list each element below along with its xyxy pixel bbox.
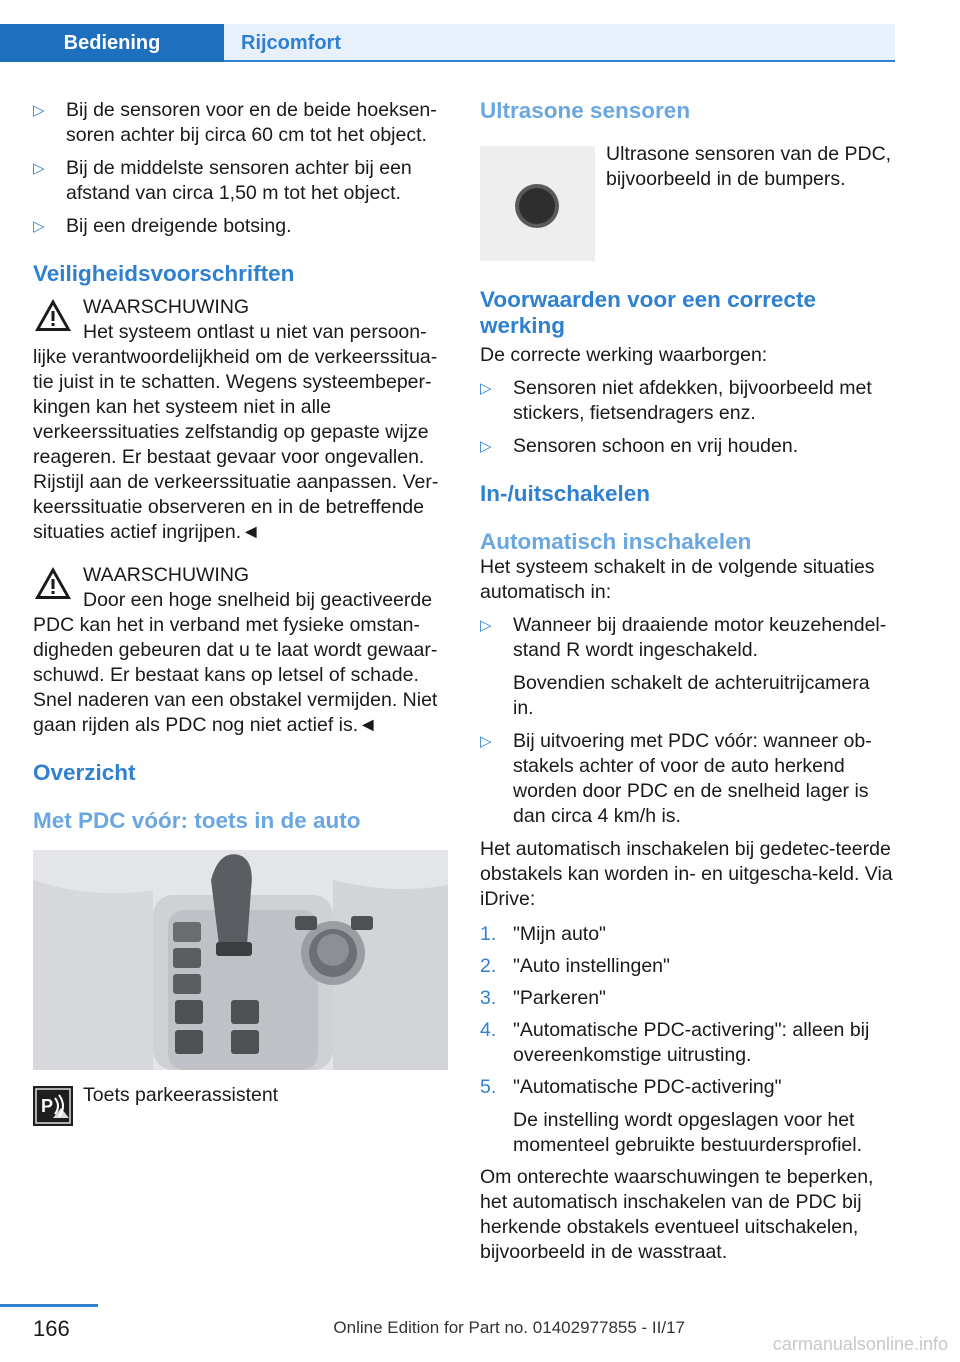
- button-caption: Toets parkeerassistent: [83, 1084, 279, 1106]
- tab-rijcomfort[interactable]: Rijcomfort: [224, 24, 895, 62]
- page-number: 166: [33, 1316, 70, 1341]
- center-console-image: [33, 850, 448, 1070]
- sensor-image: [480, 146, 595, 261]
- warning-icon: [33, 565, 73, 601]
- auto-intro: Het systeem schakelt in de volgende situaties automatisch in:: [480, 556, 875, 603]
- safety-heading: Veiligheidsvoorschriften: [33, 261, 295, 286]
- distance-bullets: [33, 98, 448, 239]
- onoff-heading: In-/uitschakelen: [480, 481, 651, 506]
- list-item: 1. "Mijn auto": [480, 923, 606, 945]
- list-item: 3. "Parkeren": [480, 987, 606, 1009]
- svg-text:P: P: [41, 1096, 54, 1116]
- list-item: ▷ Wanneer bij draaiende motor keuzehendel-stand R wordt ingeschakeld. Bovendien schakelt de achteruitrijcamera in.: [480, 613, 895, 721]
- warning-icon: [33, 297, 73, 333]
- triangle-bullet-icon: ▷: [480, 438, 492, 455]
- conditions-heading: Voorwaarden voor een correcte werking: [480, 287, 816, 338]
- watermark: carmanualsonline.info: [772, 1334, 948, 1354]
- triangle-bullet-icon: ▷: [480, 617, 492, 634]
- triangle-bullet-icon: ▷: [480, 380, 492, 397]
- list-item: ▷ Bij uitvoering met PDC vóór: wanneer ob-stakels achter of voor de auto herkend worden door PDC en de snelheid lager is dan circa 4 km/h is.: [480, 730, 872, 827]
- tab-bediening[interactable]: Bediening: [0, 24, 224, 62]
- list-subtext: Bovendien schakelt de achteruitrijcamera in.: [513, 672, 870, 719]
- pdc-heading: Met PDC vóór: toets in de auto: [33, 808, 361, 833]
- button-caption-row: [33, 1086, 448, 1130]
- list-item: 5. "Automatische PDC-activering" De instelling wordt opgeslagen voor het momenteel gebruikte bestuurdersprofiel.: [480, 1075, 895, 1158]
- list-item: 4. "Automatische PDC-activering": alleen bij overeenkomstige uitrusting.: [480, 1019, 870, 1066]
- triangle-bullet-icon: ▷: [33, 218, 45, 235]
- header-rule: [224, 60, 895, 62]
- auto-heading: Automatisch inschakelen: [480, 529, 752, 554]
- list-subtext: De instelling wordt opgeslagen voor het momenteel gebruikte bestuurdersprofiel.: [513, 1109, 863, 1156]
- list-item: ▷ Bij een dreigende botsing.: [33, 215, 292, 237]
- parking-assistant-icon: [33, 1086, 73, 1126]
- warning-text: Het systeem ontlast u niet van persoon-lijke verantwoordelijkheid om de verkeerssitua-tie juist in te schatten. Wegens systeembeper-kingen kan het systeem niet in alle verkeerssituaties zelfstandig op gepaste wijze reageren. Er bestaat gevaar voor ongevallen. Rijstijl aan de verkeerssituatie aanpassen. Ver-keerssituatie observeren en in de betreffende situaties actief ingrijpen.◄: [33, 321, 439, 543]
- list-item: ▷ Bij de sensoren voor en de beide hoeksen-soren achter bij circa 60 cm tot het object.: [33, 99, 437, 146]
- list-item: ▷ Sensoren schoon en vrij houden.: [480, 435, 799, 457]
- chapter-header: [0, 0, 895, 62]
- triangle-bullet-icon: ▷: [33, 102, 45, 119]
- list-item: 2. "Auto instellingen": [480, 955, 670, 977]
- conditions-intro: De correcte werking waarborgen:: [480, 344, 768, 366]
- left-column: [33, 98, 448, 1130]
- console-photo: [33, 850, 448, 1070]
- sensor-heading: Ultrasone sensoren: [480, 98, 691, 123]
- auto-bullets: [480, 613, 895, 829]
- sensor-section: [480, 98, 895, 273]
- triangle-bullet-icon: ▷: [33, 160, 45, 177]
- sensor-text: Ultrasone sensoren van de PDC, bijvoorbeeld in de bumpers.: [606, 143, 892, 190]
- edition-text: Online Edition for Part no. 01402977855 - II/17: [333, 1318, 685, 1337]
- warning-title: WAARSCHUWING: [83, 564, 250, 586]
- right-column: [480, 98, 895, 1265]
- closing-text: Om onterechte waarschuwingen te beperken, het automatisch inschakelen van de PDC bij herkende obstakels eventueel uitschakelen, bijvoorbeeld in de wasstraat.: [480, 1166, 874, 1263]
- warning-text: Door een hoge snelheid bij geactiveerde PDC kan het in verband met fysieke omstan-digheden gebeuren dat u te laat wordt gewaar-schuwd. Er bestaat kans op letsel of schade. Snel naderen van een obstakel vermijden. Niet gaan rijden als PDC nog niet actief is.◄: [33, 589, 438, 736]
- list-item: ▷ Sensoren niet afdekken, bijvoorbeeld met stickers, fietsendragers enz.: [480, 377, 872, 424]
- triangle-bullet-icon: ▷: [480, 733, 492, 750]
- overview-heading: Overzicht: [33, 760, 136, 785]
- warning-block-2: [33, 563, 448, 738]
- footer-rule: [0, 1304, 98, 1307]
- list-item: ▷ Bij de middelste sensoren achter bij een afstand van circa 1,50 m tot het object.: [33, 157, 412, 204]
- idrive-steps: [480, 922, 895, 1158]
- idrive-text: Het automatisch inschakelen bij gedetec-teerde obstakels kan worden in- en uitgescha-keld. Via iDrive:: [480, 838, 893, 910]
- conditions-bullets: [480, 376, 895, 459]
- warning-block-1: [33, 295, 448, 545]
- warning-title: WAARSCHUWING: [83, 296, 250, 318]
